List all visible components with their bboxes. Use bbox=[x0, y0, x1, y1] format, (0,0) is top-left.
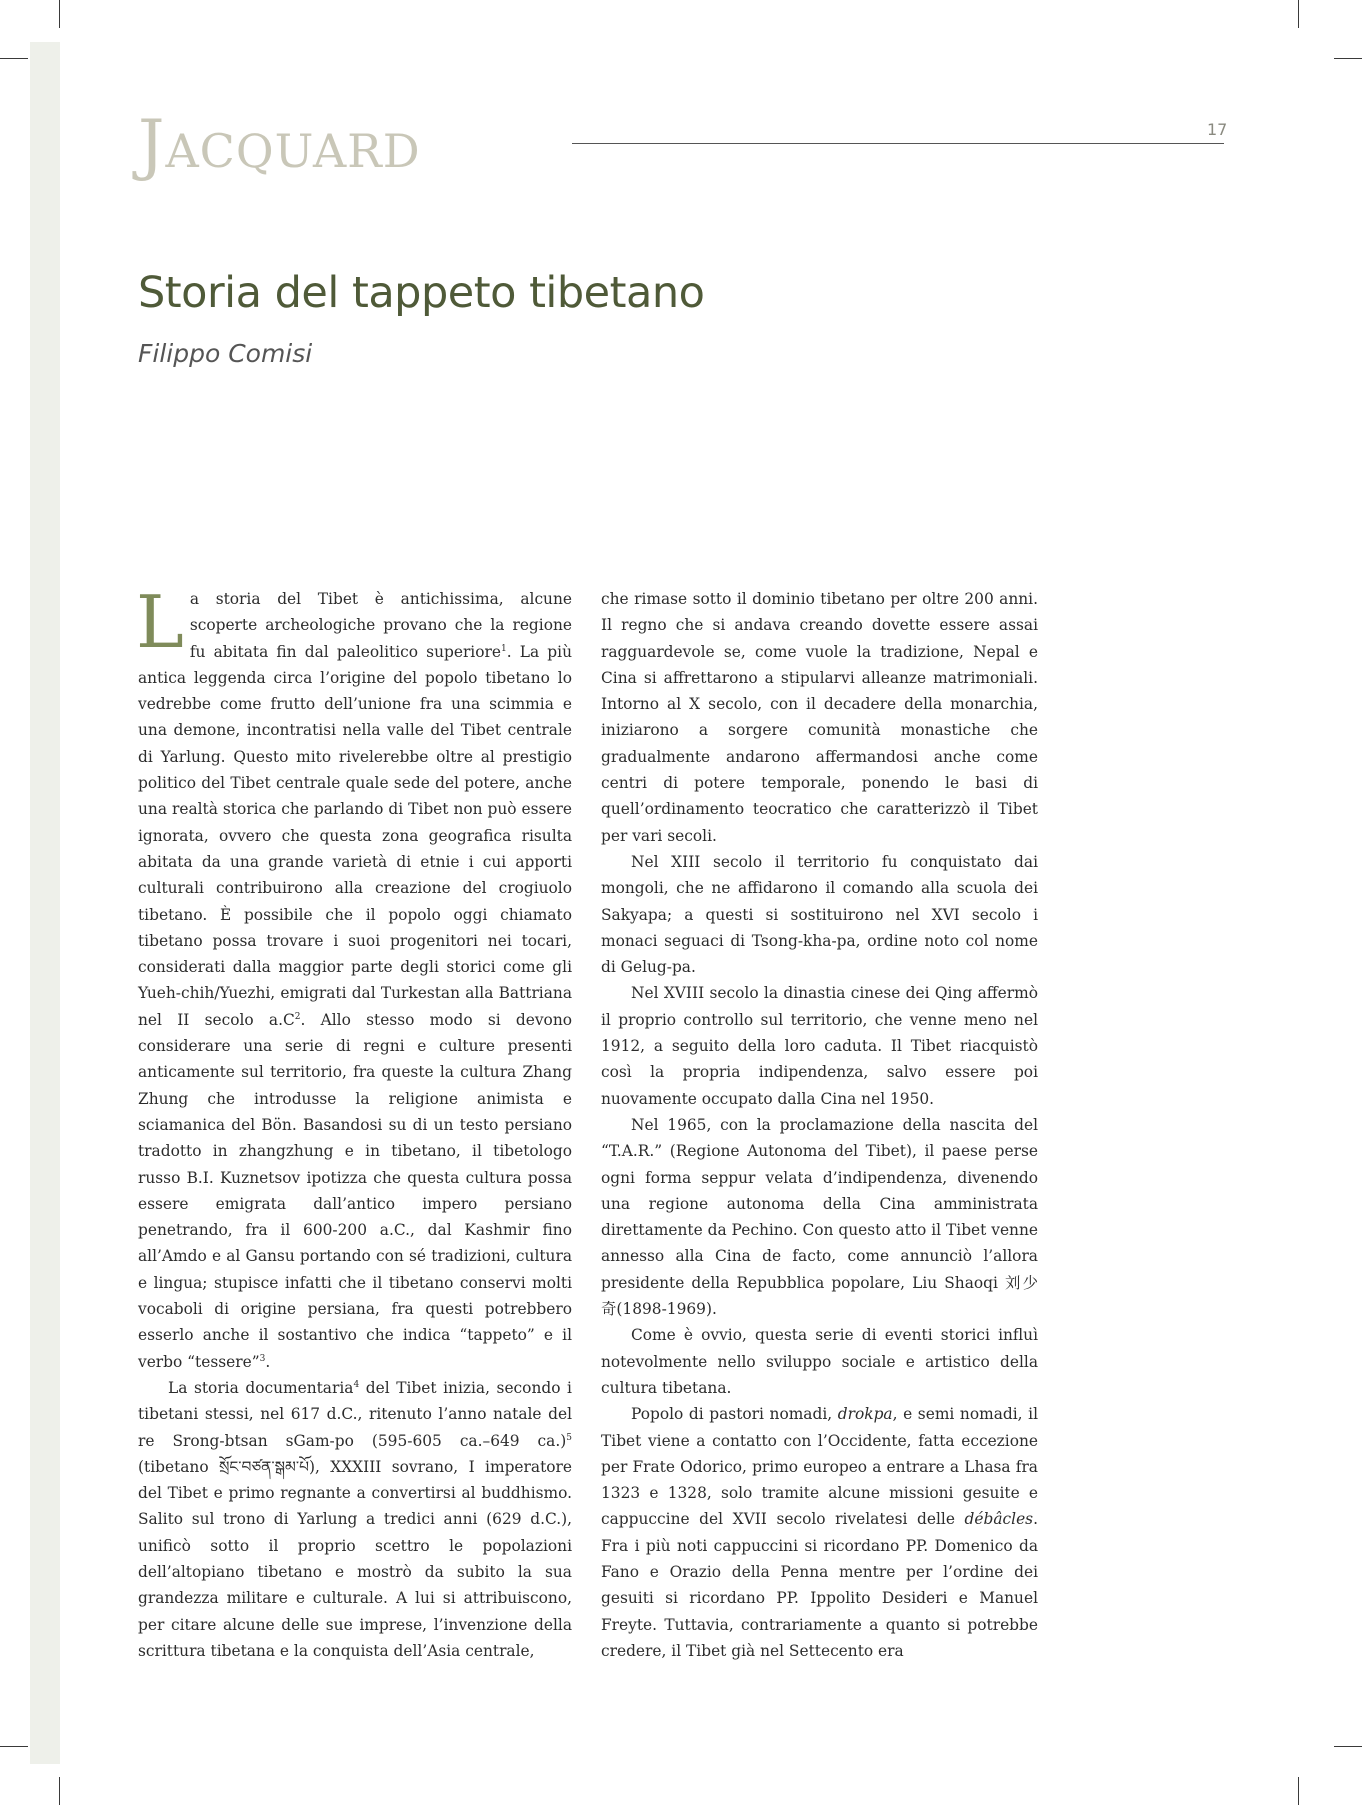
crop-mark bbox=[1298, 1777, 1299, 1805]
text-run: a storia del Tibet è antichissima, alcune scoperte archeologiche provano che la regione fu abitata fin dal paleolitico superiore bbox=[189, 590, 572, 661]
italic-term: débâcles bbox=[964, 1510, 1034, 1529]
crop-mark bbox=[0, 1746, 28, 1747]
body-column-left bbox=[136, 580, 572, 1664]
text-run: del Tibet inizia, secondo i tibetani stessi, nel 617 d.C., ritenuto l’anno natale del re Srong-btsan sGam-po (595-605 ca.–649 ca.) bbox=[138, 1378, 572, 1450]
footnote-ref[interactable]: 3 bbox=[259, 1353, 266, 1364]
footnote-ref[interactable]: 4 bbox=[353, 1379, 360, 1390]
crop-mark bbox=[1298, 0, 1299, 28]
article-title: Storia del tappeto tibetano bbox=[138, 268, 705, 318]
body-paragraph: Nel XVIII secolo la dinastia cinese dei Qing affermò il proprio controllo sul territorio, che venne meno nel 1912, a seguito della loro caduta. Il Tibet riacquistò così la propria indipendenza, salvo essere poi nuovamente occupato dalla Cina nel 1950. bbox=[601, 984, 1038, 1108]
text-run: (tibetano bbox=[138, 1457, 219, 1476]
crop-mark bbox=[0, 58, 28, 59]
journal-title: Jacquard bbox=[138, 106, 421, 183]
text-run: . La più antica leggenda circa l’origine del popolo tibetano lo vedrebbe come frutto dell’unione fra una scimmia e una demone, incontratisi nella valle del Tibet centrale di Yarlung. Questo mito rivelerebbe oltre al prestigio politico del Tibet centrale quale sede del potere, anche una realtà storica che parlando di Tibet non può essere ignorata, ovvero che questa zona geografica risulta abitata da una grande varietà di etnie i cui apporti culturali contribuirono alla creazione del crogiuolo tibetano. È possibile che il popolo oggi chiamato tibetano possa trovare i suoi progenitori nei tocari, considerati dalla maggior parte degli storici come gli Yueh-chih/Yuezhi, emigrati dal Turkestan alla Battriana nel II secolo a.C bbox=[138, 642, 572, 1029]
chinese-name: 刘少奇 bbox=[601, 1273, 1038, 1319]
page-side-band bbox=[30, 42, 60, 1764]
text-run: . Allo stesso modo si devono considerare una serie di regni e culture presenti anticamente sul territorio, fra queste la cultura Zhang Zhung che introdusse la religione animista e sciamanica del Bön. Basandosi su di un testo persiano tradotto in zhangzhung e in tibetano, il tibetologo russo B.I. Kuznetsov ipotizza che questa cultura possa essere emigrata dall’antico impero persiano penetrando, fra il 600-200 a.C., dal Kashmir fino all’Amdo e al Gansu portando con sé tradizioni, cultura e lingua; stupisce infatti che il tibetano conservi molti vocaboli di origine persiana, fra questi potrebbero esserlo anche il sostantivo che indica “tappeto” e il verbo “tessere” bbox=[138, 1010, 572, 1371]
text-run: Popolo di pastori nomadi, bbox=[631, 1405, 838, 1424]
text-run: La storia documentaria bbox=[168, 1378, 354, 1397]
crop-mark bbox=[1334, 58, 1362, 59]
body-paragraph: Come è ovvio, questa serie di eventi storici influì notevolmente nello sviluppo sociale e artistico della cultura tibetana. bbox=[601, 1326, 1038, 1397]
text-run: . Fra i più noti cappuccini si ricordano PP. Domenico da Fano e Orazio della Penna mentre per l’ordine dei gesuiti si ricordano PP. Ippolito Desideri e Manuel Freyte. Tuttavia, contrariamente a quanto si potrebbe credere, il Tibet già nel Settecento era bbox=[601, 1510, 1038, 1660]
text-run: ), XXXIII sovrano, I imperatore del Tibet e primo regnante a convertirsi al buddhismo. Salito sul trono di Yarlung a tredici anni (629 d.C.), unificò sotto il proprio scettro le popolazioni dell’altopiano tibetano e mostrò da subito la sua grandezza militare e culturale. A lui si attribuiscono, per citare alcune delle sue imprese, l’invenzione della scrittura tibetana e la conquista dell’Asia centrale, bbox=[138, 1457, 572, 1660]
body-paragraph bbox=[138, 1375, 572, 1664]
text-run: , e semi nomadi, il Tibet viene a contatto con l’Occidente, fatta eccezione per Frate Odorico, primo europeo a entrare a Lhasa fra 1323 e 1328, solo tramite alcune missioni gesuite e cappuccine del XVII secolo rivelatesi delle bbox=[601, 1405, 1038, 1529]
article-author: Filippo Comisi bbox=[138, 339, 313, 368]
body-paragraph: che rimase sotto il dominio tibetano per oltre 200 anni. Il regno che si andava creando dovette essere assai ragguardevole se, come vuole la tradizione, Nepal e Cina si affrettarono a stipularvi alleanze matrimoniali. Intorno al X secolo, con il decadere della monarchia, iniziarono a sorgere comunità monastiche che gradualmente andarono affermandosi anche come centri di potere temporale, ponendo le basi di quell’ordinamento teocratico che caratterizzò il Tibet per vari secoli. bbox=[601, 590, 1038, 845]
body-paragraph bbox=[136, 580, 572, 1375]
text-run: (1898-1969). bbox=[616, 1300, 717, 1319]
footnote-ref[interactable]: 5 bbox=[566, 1432, 572, 1443]
body-paragraph: Nel XIII secolo il territorio fu conquistato dai mongoli, che ne affidarono il comando alla scuola dei Sakyapa; a questi si sostituirono nel XVI secolo i monaci seguaci di Tsong-kha-pa, ordine noto col nome di Gelug-pa. bbox=[601, 852, 1038, 977]
page-number: 17 bbox=[1207, 120, 1228, 139]
body-paragraph bbox=[601, 1401, 1038, 1664]
footnote-ref[interactable]: 1 bbox=[500, 643, 507, 654]
footnote-ref[interactable]: 2 bbox=[294, 1011, 301, 1022]
tibetan-script: སྲོང་བཙན་སྒམ་པོ bbox=[219, 1457, 309, 1476]
crop-mark bbox=[59, 0, 60, 28]
drop-cap: L bbox=[136, 580, 184, 664]
text-run: . bbox=[265, 1352, 271, 1371]
body-paragraph bbox=[601, 1112, 1038, 1322]
header-rule bbox=[572, 143, 1224, 144]
italic-term: drokpa bbox=[837, 1405, 893, 1424]
body-column-right bbox=[601, 586, 1038, 1664]
crop-mark bbox=[1334, 1746, 1362, 1747]
text-run: Nel 1965, con la proclamazione della nascita del “T.A.R.” (Regione Autonoma del Tibet), il paese perse ogni forma seppur velata d’indipendenza, divenendo una regione autonoma della Cina amministrata direttamente da Pechino. Con questo atto il Tibet venne annesso alla Cina de facto, come annunciò l’allora presidente della Repubblica popolare, Liu Shaoqi bbox=[601, 1115, 1038, 1292]
crop-mark bbox=[59, 1777, 60, 1805]
